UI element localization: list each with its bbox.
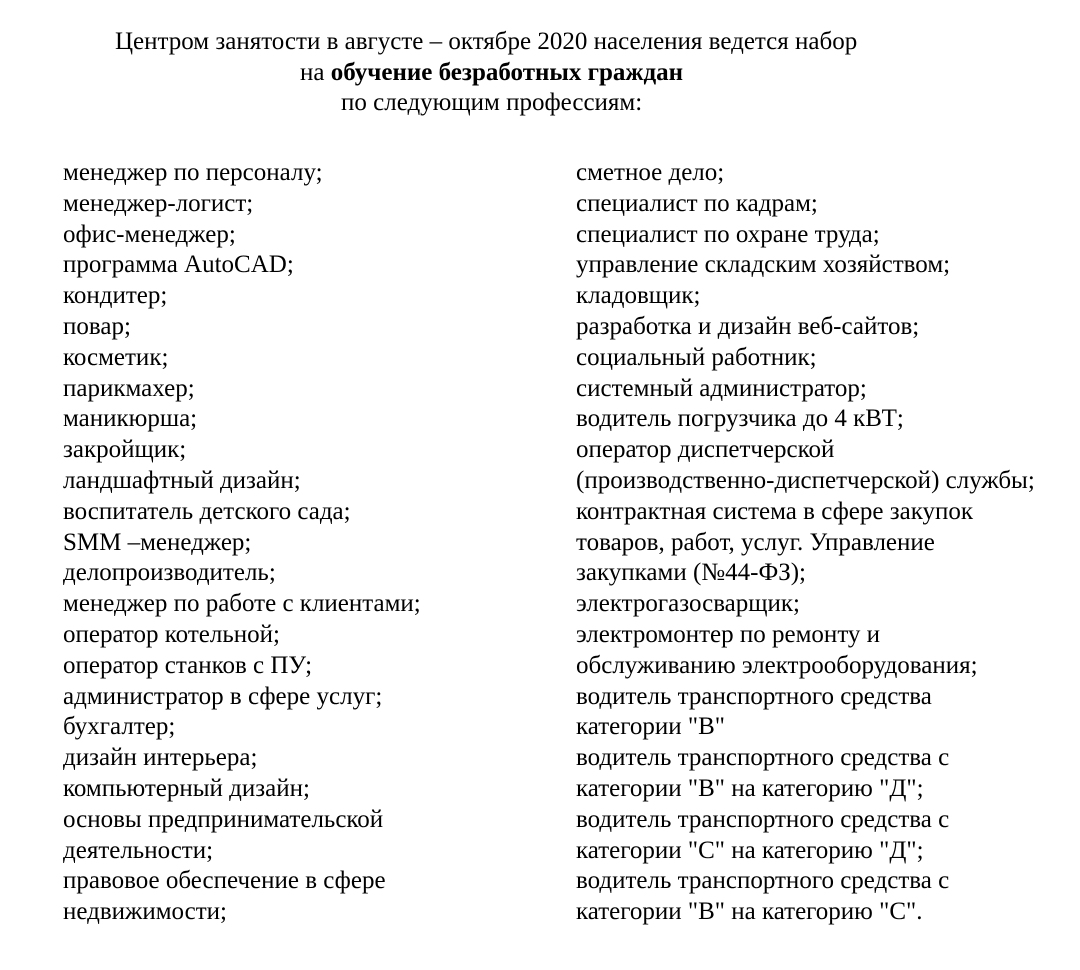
profession-list-item: оператор диспетчерской <box>576 436 835 464</box>
profession-list-item: электрогазосварщик; <box>576 590 800 618</box>
profession-list-item: офис-менеджер; <box>63 220 236 248</box>
profession-list-item: кладовщик; <box>576 282 701 310</box>
profession-list-item: закройщик; <box>63 436 187 464</box>
profession-list-item: категории "С" на категорию "Д"; <box>576 836 924 864</box>
profession-list-item: деятельности; <box>63 836 214 864</box>
profession-list-item: программа AutoCAD; <box>63 251 294 279</box>
profession-list-item: SMM –менеджер; <box>63 528 252 556</box>
profession-list-item: воспитатель детского сада; <box>63 497 351 525</box>
profession-list-item: специалист по охране труда; <box>576 220 880 248</box>
profession-list-item: водитель погрузчика до 4 кВТ; <box>576 405 904 433</box>
profession-list-item: косметик; <box>63 343 169 371</box>
profession-list-item: категории "В" на категорию "Д"; <box>576 774 924 802</box>
profession-list-item: (производственно-диспетчерской) службы; <box>576 466 1035 494</box>
profession-list-left <box>63 158 421 928</box>
profession-list-item: водитель транспортного средства с <box>576 867 950 895</box>
profession-list-item: специалист по кадрам; <box>576 189 818 217</box>
profession-list-item: закупками (№44-ФЗ); <box>576 559 807 587</box>
profession-list-item: управление складским хозяйством; <box>576 251 951 279</box>
profession-list-item: сметное дело; <box>576 159 725 186</box>
profession-list-item: водитель транспортного средства <box>576 682 932 710</box>
profession-list-item: водитель транспортного средства с <box>576 805 950 833</box>
profession-list-item: электромонтер по ремонту и <box>576 620 881 648</box>
profession-list-item: социальный работник; <box>576 343 817 371</box>
heading-line-1: Центром занятости в августе – октябре 2020 населения ведется набор <box>115 28 858 55</box>
heading-line-2-bold: обучение безработных граждан <box>330 59 684 86</box>
profession-list-right <box>576 158 1035 928</box>
profession-list-item: разработка и дизайн веб-сайтов; <box>576 312 920 340</box>
heading-line-3: по следующим профессиям: <box>341 89 643 116</box>
heading-line-2-prefix: на <box>300 59 331 86</box>
profession-list-item: недвижимости; <box>63 898 227 926</box>
profession-list-item: бухгалтер; <box>63 713 176 741</box>
profession-list-item: кондитер; <box>63 282 168 310</box>
profession-list-item: делопроизводитель; <box>63 559 276 587</box>
profession-list-item: парикмахер; <box>63 374 195 402</box>
profession-list-item: системный администратор; <box>576 374 867 402</box>
profession-list-item: правовое обеспечение в сфере <box>63 867 386 895</box>
profession-list-item: водитель транспортного средства с <box>576 744 950 772</box>
profession-list-item: оператор станков с ПУ; <box>63 651 313 679</box>
profession-list-item: категории "В" на категорию "С". <box>576 898 923 926</box>
heading-line-2 <box>300 58 683 88</box>
profession-list-item: менеджер-логист; <box>63 189 254 217</box>
profession-list-item: администратор в сфере услуг; <box>63 682 383 710</box>
profession-list-item: менеджер по работе с клиентами; <box>63 590 421 618</box>
profession-list-item: повар; <box>63 312 131 340</box>
profession-list-item: дизайн интерьера; <box>63 744 258 772</box>
profession-list-item: основы предпринимательской <box>63 805 384 833</box>
profession-list-item: ландшафтный дизайн; <box>63 466 301 494</box>
profession-list-item: оператор котельной; <box>63 620 280 648</box>
profession-list-item: товаров, работ, услуг. Управление <box>576 528 935 556</box>
profession-list-item: обслуживанию электрооборудования; <box>576 651 978 679</box>
profession-list-item: компьютерный дизайн; <box>63 774 310 802</box>
profession-list-item: категории "В" <box>576 713 725 741</box>
profession-list-item: маникюрша; <box>63 405 198 433</box>
profession-list-item: контрактная система в сфере закупок <box>576 497 974 525</box>
profession-list-item: менеджер по персоналу; <box>63 159 323 186</box>
